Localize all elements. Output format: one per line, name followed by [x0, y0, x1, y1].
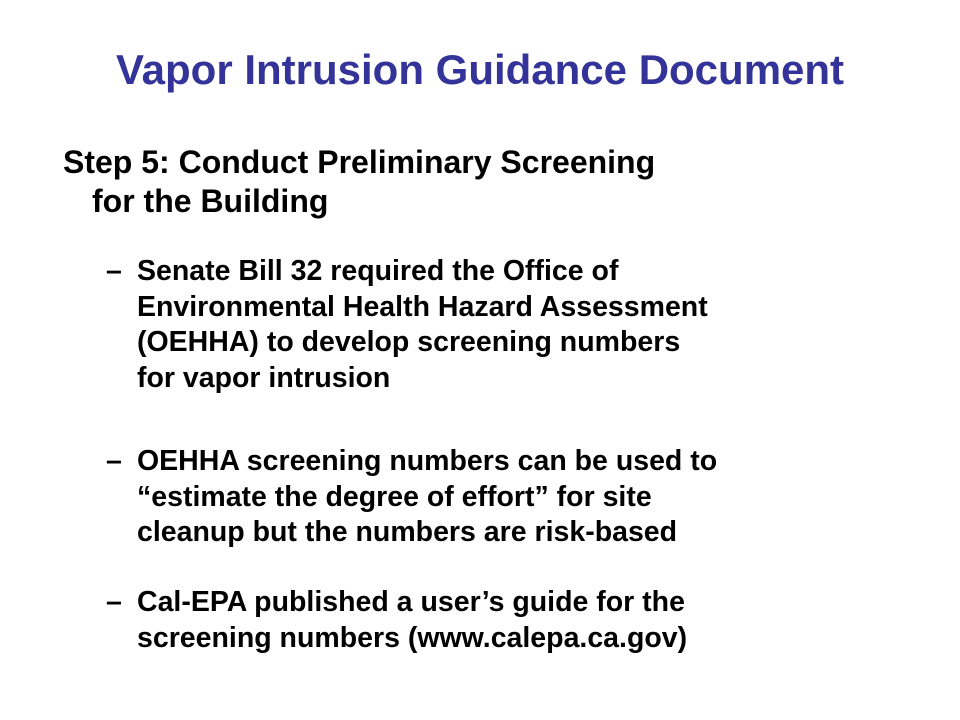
- dash-bullet-icon: –: [106, 255, 122, 287]
- bullet-line: (OEHHA) to develop screening numbers: [137, 326, 681, 358]
- bullet-line: for vapor intrusion: [137, 361, 391, 394]
- bullet-text: [137, 254, 926, 396]
- bullet-item: [106, 444, 926, 551]
- bullet-line: cleanup but the numbers are risk-based: [137, 516, 678, 548]
- bullet-item: [106, 585, 926, 656]
- slide-title: Vapor Intrusion Guidance Document: [115, 46, 845, 93]
- bullet-line: screening numbers (www.calepa.ca.gov): [137, 621, 688, 654]
- bullet-line: Environmental Health Hazard Assessment: [137, 290, 708, 323]
- step-heading: [63, 143, 923, 221]
- bullet-line: Cal-EPA published a user’s guide for the: [137, 586, 685, 618]
- step-heading-line: for the Building: [92, 183, 329, 219]
- dash-bullet-icon: –: [106, 445, 122, 477]
- bullet-text: [137, 444, 926, 551]
- bullet-line: Senate Bill 32 required the Office of: [137, 255, 619, 287]
- bullet-line: OEHHA screening numbers can be used to: [137, 445, 718, 477]
- bullet-line: “estimate the degree of effort” for site: [137, 480, 652, 513]
- step-heading-line: Step 5: Conduct Preliminary Screening: [63, 144, 656, 180]
- dash-bullet-icon: –: [106, 586, 122, 618]
- bullet-item: [106, 254, 926, 396]
- bullet-text: [137, 585, 926, 656]
